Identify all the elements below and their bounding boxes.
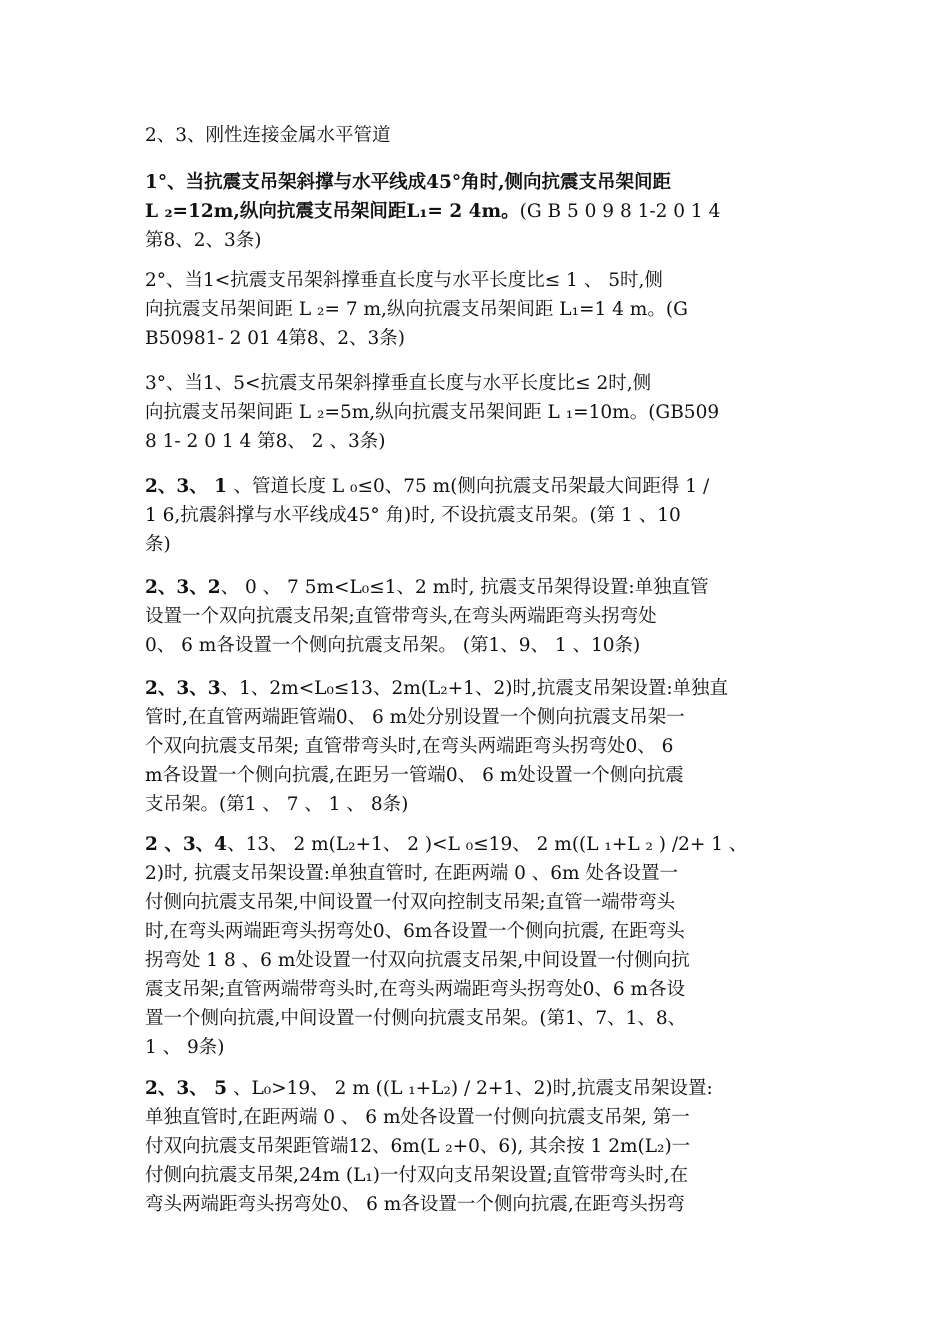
- p5-number: 2、3、2: [145, 577, 221, 598]
- p3-line-1: 3°、当1、5<抗震支吊架斜撑垂直长度与水平长度比≤ 2时,侧: [145, 373, 652, 394]
- p7-number: 2 、3、4: [145, 834, 228, 855]
- p1-line-1: 1°、当抗震支吊架斜撑与水平线成45°角时,侧向抗震支吊架间距: [145, 172, 672, 193]
- p3-line-2: 向抗震支吊架间距 L ₂=5m,纵向抗震支吊架间距 L ₁=10m。(GB509: [145, 402, 720, 423]
- section-heading: [145, 121, 813, 150]
- p5-line-2: 设置一个双向抗震支吊架;直管带弯头,在弯头两端距弯头拐弯处: [145, 606, 657, 627]
- p4-number: 2、3、 1: [145, 476, 234, 497]
- p7-line-1: 、13、 2 m(L₂+1、 2 )<L ₀≤19、 2 m((L ₁+L ₂ ) /2+ 1 、: [227, 834, 748, 855]
- p8-line-5: 弯头两端距弯头拐弯处0、 6 m各设置一个侧向抗震,在距弯头拐弯: [145, 1194, 685, 1215]
- p6-number: 2、3、3: [145, 678, 221, 699]
- paragraph-5: [145, 573, 813, 660]
- p7-line-5: 拐弯处 1 8 、6 m处设置一付双向抗震支吊架,中间设置一付侧向抗: [145, 950, 690, 971]
- p7-line-8: 1 、 9条): [145, 1037, 225, 1058]
- p8-line-2: 单独直管时,在距两端 0 、 6 m处各设置一付侧向抗震支吊架, 第一: [145, 1107, 690, 1128]
- paragraph-6: [145, 674, 813, 819]
- p5-line-1: 、 0 、 7 5m<L₀≤1、2 m时, 抗震支吊架得设置:单独直管: [220, 577, 709, 598]
- p7-line-4: 时,在弯头两端距弯头拐弯处0、6m各设置一个侧向抗震, 在距弯头: [145, 921, 685, 942]
- p8-line-4: 付侧向抗震支吊架,24m (L₁)一付双向支吊架设置;直管带弯头时,在: [145, 1165, 689, 1186]
- p5-line-3: 0、 6 m各设置一个侧向抗震支吊架。 (第1、9、 1 、10条): [145, 635, 641, 656]
- paragraph-3: [145, 369, 813, 456]
- p6-line-3: 个双向抗震支吊架; 直管带弯头时,在弯头两端距弯头拐弯处0、 6: [145, 736, 674, 757]
- p2-line-2: 向抗震支吊架间距 L ₂= 7 m,纵向抗震支吊架间距 L₁=1 4 m。(G: [145, 299, 688, 320]
- p7-line-6: 震支吊架;直管两端带弯头时,在弯头两端距弯头拐弯处0、6 m各设: [145, 979, 686, 1000]
- paragraph-8: [145, 1074, 813, 1219]
- p1-line-3: 第8、2、3条): [145, 230, 262, 251]
- p4-line-3: 条): [145, 534, 171, 555]
- paragraph-2: [145, 266, 813, 353]
- p6-line-4: m各设置一个侧向抗震,在距另一管端0、 6 m处设置一个侧向抗震: [145, 765, 684, 786]
- p2-line-1: 2°、当1<抗震支吊架斜撑垂直长度与水平长度比≤ 1 、 5时,侧: [145, 270, 663, 291]
- paragraph-1: [145, 168, 813, 255]
- p6-line-1: 、1、2m<L₀≤13、2m(L₂+1、2)时,抗震支吊架设置:单独直: [220, 678, 729, 699]
- p6-line-5: 支吊架。(第1 、 7 、 1 、 8条): [145, 794, 409, 815]
- p4-line-1: 、管道长度 L ₀≤0、75 m(侧向抗震支吊架最大间距得 1 /: [233, 476, 710, 497]
- p2-line-3: B50981- 2 01 4第8、2、3条): [145, 328, 405, 349]
- p7-line-7: 置一个侧向抗震,中间设置一付侧向抗震支吊架。(第1、7、1、8、: [145, 1008, 687, 1029]
- p8-line-1: 、L₀>19、 2 m ((L ₁+L₂) / 2+1、2)时,抗震支吊架设置:: [227, 1078, 713, 1099]
- paragraph-4: [145, 472, 813, 559]
- heading-text: 2、3、刚性连接金属水平管道: [145, 125, 391, 146]
- paragraph-7: [145, 830, 813, 1062]
- p4-line-2: 1 6,抗震斜撑与水平线成45° 角)时, 不设抗震支吊架。(第 1 、10: [145, 505, 681, 526]
- p6-line-2: 管时,在直管两端距管端0、 6 m处分别设置一个侧向抗震支吊架一: [145, 707, 685, 728]
- p8-number: 2、3、 5: [145, 1078, 228, 1099]
- p7-line-2: 2)时, 抗震支吊架设置:单独直管时, 在距两端 0 、6m 处各设置一: [145, 863, 678, 884]
- p8-line-3: 付双向抗震支吊架距管端12、6m(L ₂+0、6), 其余按 1 2m(L₂)一: [145, 1136, 691, 1157]
- p1-line-2-bold: L ₂=12m,纵向抗震支吊架间距L₁= 2 4m。: [145, 201, 520, 222]
- p3-line-3: 8 1- 2 0 1 4 第8、 2 、3条): [145, 431, 386, 452]
- p7-line-3: 付侧向抗震支吊架,中间设置一付双向控制支吊架;直管一端带弯头: [145, 892, 676, 913]
- p1-line-2-rest: (G B 5 0 9 8 1-2 0 1 4: [519, 201, 721, 222]
